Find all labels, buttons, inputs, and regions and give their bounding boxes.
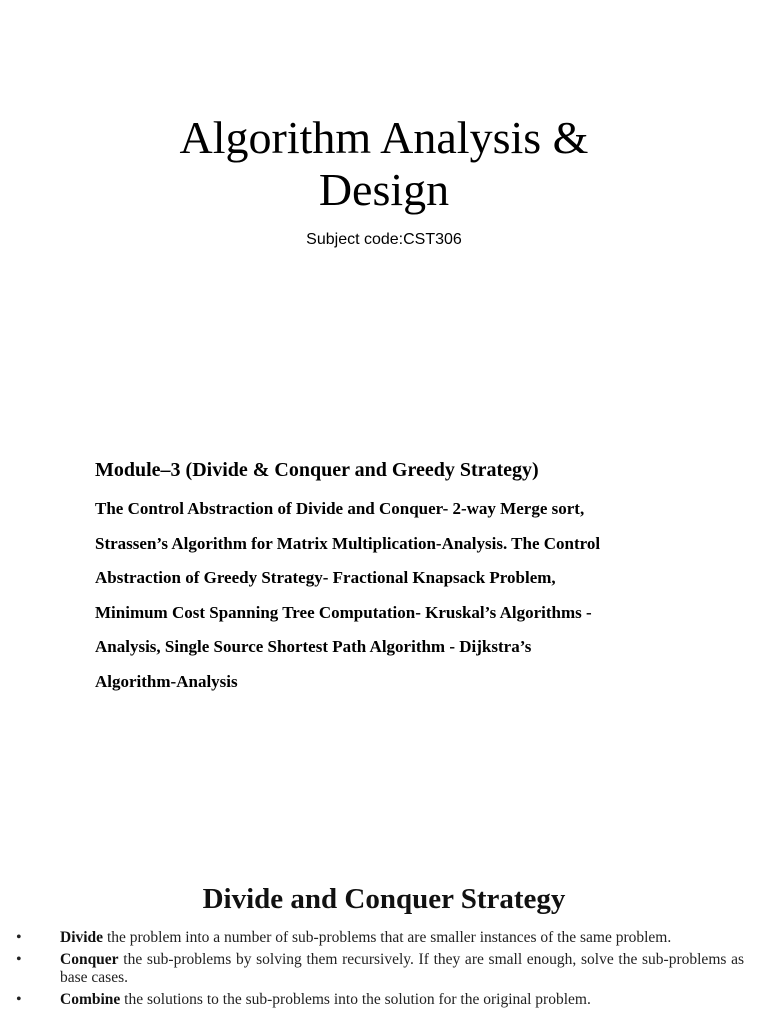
title-line-2: Design xyxy=(318,164,450,215)
bullet-term: Combine xyxy=(60,991,121,1008)
syllabus-line: Minimum Cost Spanning Tree Computation- Kruskal’s Algorithms - xyxy=(95,602,592,622)
subject-code: Subject code:CST306 xyxy=(306,231,462,248)
slide-heading: Divide and Conquer Strategy xyxy=(202,883,566,915)
module-heading: Module–3 (Divide & Conquer and Greedy Strategy) xyxy=(95,459,539,481)
slide-title xyxy=(0,112,768,216)
bullet-text xyxy=(60,951,744,987)
bullet-icon: • xyxy=(16,991,22,1008)
bullet-icon: • xyxy=(16,929,22,946)
bullet-description: the sub-problems by solving them recursively. If they are small enough, solve the sub-problems as base cases. xyxy=(60,951,744,986)
bullet-text xyxy=(60,991,744,1009)
syllabus-line: Analysis, Single Source Shortest Path Algorithm - Dijkstra’s xyxy=(95,637,532,656)
bullet-icon: • xyxy=(16,951,22,968)
syllabus-line: The Control Abstraction of Divide and Conquer- 2-way Merge sort, xyxy=(95,499,585,518)
bullet-term: Divide xyxy=(60,929,104,946)
syllabus-line: Algorithm-Analysis xyxy=(95,671,238,691)
title-line-1: Algorithm Analysis & xyxy=(179,112,589,163)
bullet-description: the solutions to the sub-problems into the solution for the original problem. xyxy=(120,991,591,1008)
syllabus-line: Strassen’s Algorithm for Matrix Multiplication-Analysis. The Control xyxy=(95,533,601,553)
module-syllabus xyxy=(95,492,735,699)
syllabus-line: Abstraction of Greedy Strategy- Fractional Knapsack Problem, xyxy=(95,568,556,587)
list-item xyxy=(0,951,768,987)
content-slide xyxy=(0,855,768,1024)
bullet-term: Conquer xyxy=(60,951,119,968)
bullet-description: the problem into a number of sub-problems that are smaller instances of the same problem. xyxy=(103,929,672,946)
list-item xyxy=(0,929,768,947)
list-item xyxy=(0,991,768,1009)
bullet-text xyxy=(60,929,744,947)
bullet-list xyxy=(0,929,768,1013)
